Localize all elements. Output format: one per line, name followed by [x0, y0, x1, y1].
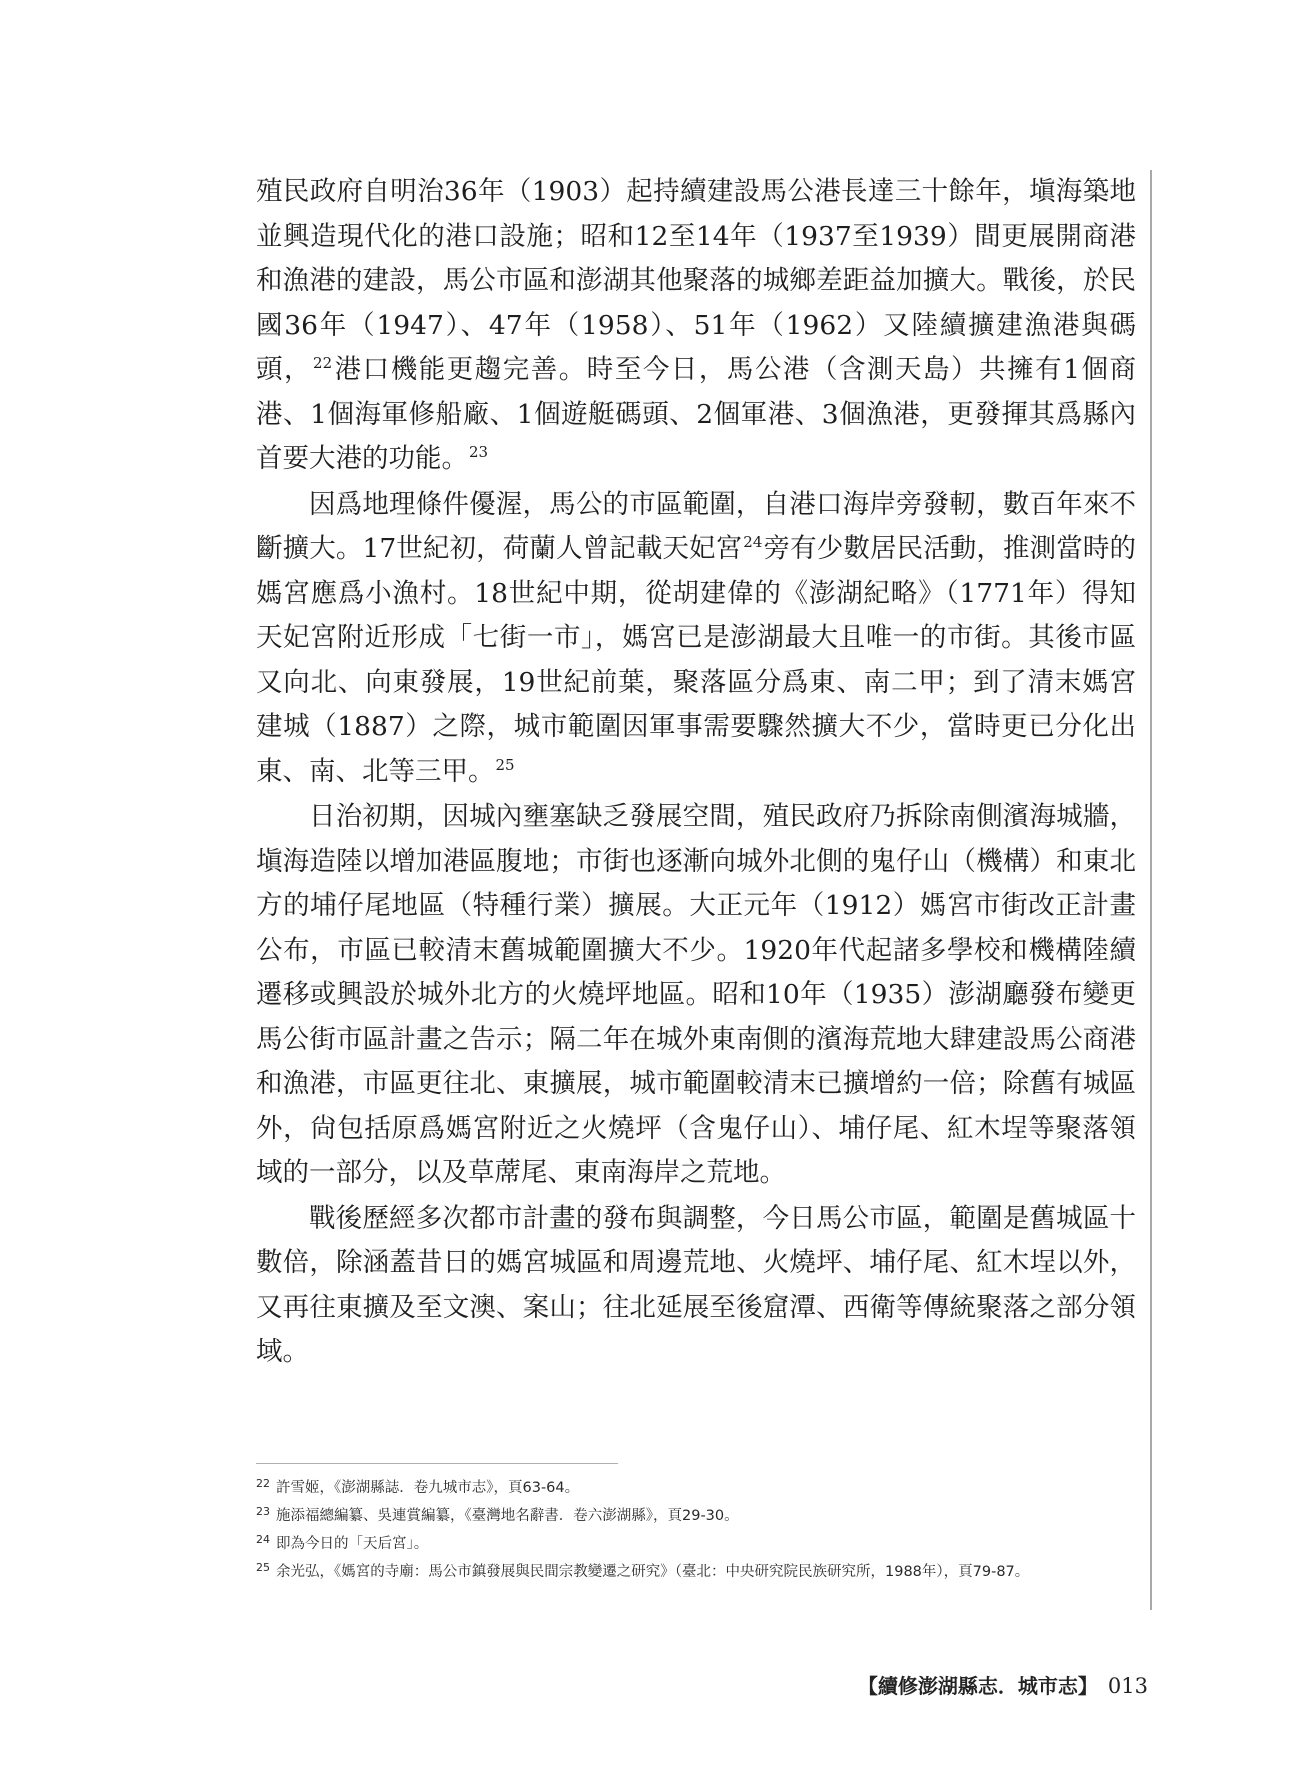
- footnote-number: 25: [256, 1561, 270, 1574]
- footnote-ref-23[interactable]: 23: [469, 443, 489, 462]
- margin-rule: [1150, 170, 1152, 1610]
- footnote-number: 23: [256, 1505, 270, 1518]
- footnote-24: [256, 1530, 1136, 1558]
- footnote-number: 24: [256, 1533, 270, 1546]
- page-number: 013: [1107, 1674, 1148, 1698]
- footnote-text: 許雪姬，《澎湖縣誌．卷九城市志》，頁63-64。: [276, 1480, 580, 1496]
- footnote-number: 22: [256, 1477, 270, 1490]
- paragraph-1-part-1: 殖民政府自明治36年（1903）起持續建設馬公港長達三十餘年，塡海築地並興造現代化的港口設施；昭和12至14年（1937至1939）間更展開商港和漁港的建設，馬公市區和澎湖其他聚落的城鄉差距益加擴大。戰後，於民國36年（1947）、47年（1958）、51年（1962）又陸續擴建漁港與碼頭，: [256, 176, 1136, 385]
- paragraph-3: 日治初期，因城內壅塞缺乏發展空間，殖民政府乃拆除南側濱海城牆，塡海造陸以增加港區腹地；市街也逐漸向城外北側的鬼仔山（機構）和東北方的埔仔尾地區（特種行業）擴展。大正元年（1912）媽宮市街改正計畫公布，市區已較清末舊城範圍擴大不少。1920年代起諸多學校和機構陸續遷移或興設於城外北方的火燒坪地區。昭和10年（1935）澎湖廳發布變更馬公街市區計畫之告示；隔二年在城外東南側的濱海荒地大肆建設馬公商港和漁港，市區更往北、東擴展，城市範圍較清末已擴增約一倍；除舊有城區外，尙包括原爲媽宮附近之火燒坪（含鬼仔山）、埔仔尾、紅木埕等聚落領域的一部分，以及草蓆尾、東南海岸之荒地。: [256, 801, 1136, 1188]
- footnotes: [256, 1474, 1136, 1586]
- footnote-text: 余光弘，《媽宮的寺廟：馬公市鎮發展與民間宗教變遷之研究》（臺北：中央研究院民族研究所，1988年），頁79-87。: [276, 1564, 1030, 1580]
- footnote-text: 施添福總編纂、吳連賞編纂，《臺灣地名辭書．卷六澎湖縣》，頁29-30。: [276, 1508, 739, 1524]
- footnote-ref-25[interactable]: 25: [495, 755, 515, 774]
- footnote-22: [256, 1474, 1136, 1502]
- paragraph-1-part-2: 港口機能更趨完善。時至今日，馬公港（含測天島）共擁有1個商港、1個海軍修船廠、1個遊艇碼頭、2個軍港、3個漁港，更發揮其爲縣內首要大港的功能。: [256, 354, 1136, 474]
- footnote-25: [256, 1558, 1136, 1586]
- footnote-ref-22[interactable]: 22: [313, 354, 333, 373]
- footnote-text: 即為今日的「天后宮」。: [276, 1536, 429, 1552]
- paragraph-2-part-1: 因爲地理條件優渥，馬公的市區範圍，自港口海岸旁發軔，數百年來不斷擴大。17世紀初，荷蘭人曾記載天妃宮: [256, 488, 1136, 564]
- book-title: 【續修澎湖縣志．城市志】: [857, 1674, 1098, 1698]
- paragraph-4: 戰後歷經多次都市計畫的發布與調整，今日馬公市區，範圍是舊城區十數倍，除涵蓋昔日的媽宮城區和周邊荒地、火燒坪、埔仔尾、紅木埕以外，又再往東擴及至文澳、案山；往北延展至後窟潭、西衛等傳統聚落之部分領域。: [256, 1202, 1136, 1367]
- paragraph-2-part-2: 旁有少數居民活動，推測當時的媽宮應爲小漁村。18世紀中期，從胡建偉的《澎湖紀略》（1771年）得知天妃宮附近形成「七街一市」，媽宮已是澎湖最大且唯一的市街。其後市區又向北、向東發展，19世紀前葉，聚落區分爲東、南二甲；到了清末媽宮建城（1887）之際，城市範圍因軍事需要驟然擴大不少，當時更已分化出東、南、北等三甲。: [256, 533, 1136, 787]
- paragraph-2: [256, 483, 1136, 795]
- footnote-divider: [256, 1463, 618, 1464]
- paragraph-1: [256, 170, 1136, 482]
- running-footer: [858, 1670, 1148, 1699]
- footnote-ref-24[interactable]: 24: [743, 533, 763, 552]
- footnote-23: [256, 1502, 1136, 1530]
- body-text: [256, 170, 1136, 1376]
